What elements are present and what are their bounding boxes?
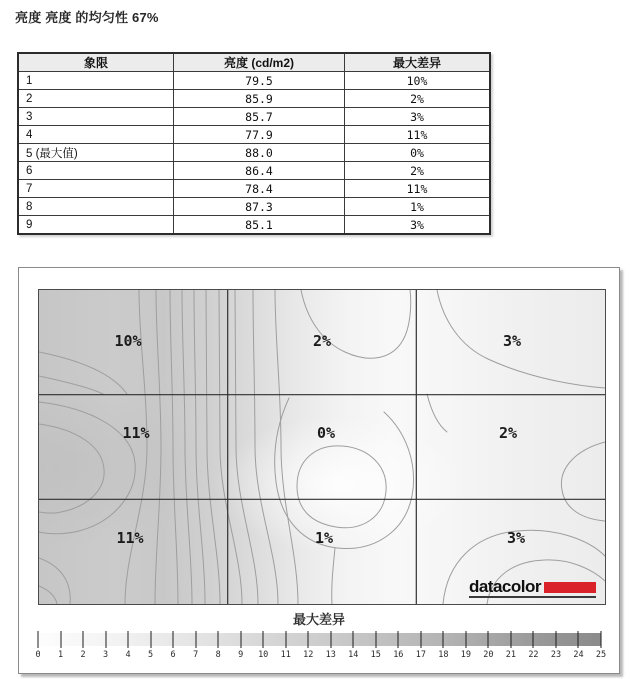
deviation-scale-gradient bbox=[38, 633, 601, 646]
contour-plot-svg bbox=[39, 290, 605, 604]
table-cell: 1 bbox=[18, 72, 174, 90]
scale-tick bbox=[398, 631, 399, 648]
table-cell: 77.9 bbox=[174, 126, 345, 144]
scale-tick-label: 14 bbox=[348, 650, 359, 660]
scale-tick bbox=[353, 631, 354, 648]
scale-tick bbox=[173, 631, 174, 648]
scale-tick-label: 21 bbox=[505, 650, 517, 660]
scale-tick bbox=[465, 631, 466, 648]
scale-tick-label: 25 bbox=[595, 650, 607, 660]
scale-tick-label: 10 bbox=[258, 650, 269, 660]
cell-label-bottom-center: 1% bbox=[314, 529, 334, 547]
scale-tick-label: 17 bbox=[415, 650, 426, 660]
scale-tick-label: 24 bbox=[573, 650, 584, 660]
scale-tick-label: 3 bbox=[102, 650, 109, 660]
table-cell: 87.3 bbox=[174, 198, 345, 216]
scale-tick-label: 15 bbox=[370, 650, 381, 660]
column-header-quadrant: 象限 bbox=[18, 53, 174, 72]
scale-tick-label: 18 bbox=[438, 650, 449, 660]
scale-tick-label: 1 bbox=[57, 650, 64, 660]
datacolor-logo-red-bar bbox=[544, 582, 596, 593]
table-cell: 4 bbox=[18, 126, 174, 144]
scale-tick bbox=[488, 631, 489, 648]
scale-tick-label: 23 bbox=[550, 650, 562, 660]
scale-tick-label: 20 bbox=[483, 650, 494, 660]
page-title: 亮度 亮度 的均匀性 67% bbox=[15, 10, 159, 25]
table-cell: 7 bbox=[18, 180, 174, 198]
scale-tick-label: 11 bbox=[280, 650, 291, 660]
scale-tick bbox=[285, 631, 286, 648]
scale-tick bbox=[555, 631, 556, 648]
scale-tick-label: 8 bbox=[215, 650, 221, 660]
deviation-scale bbox=[35, 631, 607, 661]
scale-title: 最大差异 bbox=[292, 612, 345, 627]
uniformity-table bbox=[17, 52, 491, 235]
uniformity-map-panel bbox=[18, 267, 620, 674]
scale-tick-label: 2 bbox=[80, 650, 86, 660]
scale-tick-label: 6 bbox=[170, 650, 176, 660]
table-row bbox=[18, 90, 490, 108]
cell-label-mid-right: 2% bbox=[498, 424, 518, 442]
scale-tick bbox=[263, 631, 264, 648]
table-body bbox=[18, 72, 490, 235]
scale-tick bbox=[240, 631, 241, 648]
scale-tick bbox=[375, 631, 376, 648]
scale-tick bbox=[60, 631, 61, 648]
scale-tick-label: 4 bbox=[125, 650, 131, 660]
datacolor-logo bbox=[469, 579, 596, 598]
table-cell: 79.5 bbox=[174, 72, 345, 90]
column-header-max-difference: 最大差异 bbox=[345, 53, 491, 72]
datacolor-logo-text: datacolor bbox=[468, 577, 541, 596]
table-cell: 3% bbox=[345, 216, 491, 235]
cell-label-top-right: 3% bbox=[502, 332, 522, 350]
table-row bbox=[18, 198, 490, 216]
table-row bbox=[18, 126, 490, 144]
scale-tick bbox=[128, 631, 129, 648]
table-cell: 11% bbox=[345, 126, 491, 144]
scale-tick bbox=[330, 631, 331, 648]
scale-tick-label: 5 bbox=[148, 650, 154, 660]
scale-tick bbox=[578, 631, 579, 648]
table-cell: 5 (最大值) bbox=[18, 144, 174, 162]
scale-tick bbox=[533, 631, 534, 648]
scale-tick bbox=[443, 631, 444, 648]
table-cell: 2 bbox=[18, 90, 174, 108]
table-cell: 85.9 bbox=[174, 90, 345, 108]
scale-tick-label: 7 bbox=[193, 650, 199, 660]
scale-tick bbox=[195, 631, 196, 648]
table-row bbox=[18, 216, 490, 235]
table-cell: 1% bbox=[345, 198, 491, 216]
table-cell: 9 bbox=[18, 216, 174, 235]
table-cell: 8 bbox=[18, 198, 174, 216]
scale-tick bbox=[308, 631, 309, 648]
cell-label-bottom-right: 3% bbox=[506, 529, 526, 547]
scale-tick bbox=[83, 631, 84, 648]
scale-tick bbox=[105, 631, 106, 648]
table-cell: 88.0 bbox=[174, 144, 345, 162]
table-cell: 86.4 bbox=[174, 162, 345, 180]
scale-tick-label: 16 bbox=[393, 650, 404, 660]
column-header-luminance: 亮度 (cd/m2) bbox=[174, 53, 345, 72]
scale-tick bbox=[510, 631, 511, 648]
scale-tick-label: 0 bbox=[35, 650, 41, 660]
table-row bbox=[18, 72, 490, 90]
table-cell: 2% bbox=[345, 90, 491, 108]
table-row bbox=[18, 162, 490, 180]
table-cell: 11% bbox=[345, 180, 491, 198]
table-cell: 6 bbox=[18, 162, 174, 180]
scale-tick bbox=[150, 631, 151, 648]
table-cell: 78.4 bbox=[174, 180, 345, 198]
cell-label-mid-center: 0% bbox=[316, 424, 336, 442]
scale-tick-label: 19 bbox=[460, 650, 471, 660]
cell-label-bottom-left: 11% bbox=[116, 529, 144, 547]
table-row bbox=[18, 144, 490, 162]
table-cell: 85.1 bbox=[174, 216, 345, 235]
scale-tick bbox=[601, 631, 602, 648]
table-cell: 85.7 bbox=[174, 108, 345, 126]
table-row bbox=[18, 180, 490, 198]
scale-tick-label: 13 bbox=[325, 650, 336, 660]
table-cell: 10% bbox=[345, 72, 491, 90]
scale-tick-label: 22 bbox=[528, 650, 539, 660]
table-row bbox=[18, 108, 490, 126]
cell-label-top-center: 2% bbox=[312, 332, 332, 350]
scale-tick bbox=[38, 631, 39, 648]
scale-tick-label: 12 bbox=[303, 650, 314, 660]
table-cell: 0% bbox=[345, 144, 491, 162]
table-cell: 3% bbox=[345, 108, 491, 126]
table-header-row bbox=[18, 53, 490, 72]
scale-tick bbox=[420, 631, 421, 648]
scale-tick bbox=[218, 631, 219, 648]
cell-label-top-left: 10% bbox=[114, 332, 142, 350]
table-header bbox=[18, 53, 490, 72]
scale-tick-label: 9 bbox=[238, 650, 244, 660]
table-cell: 3 bbox=[18, 108, 174, 126]
cell-label-mid-left: 11% bbox=[122, 424, 150, 442]
contour-plot bbox=[38, 289, 606, 605]
table-cell: 2% bbox=[345, 162, 491, 180]
